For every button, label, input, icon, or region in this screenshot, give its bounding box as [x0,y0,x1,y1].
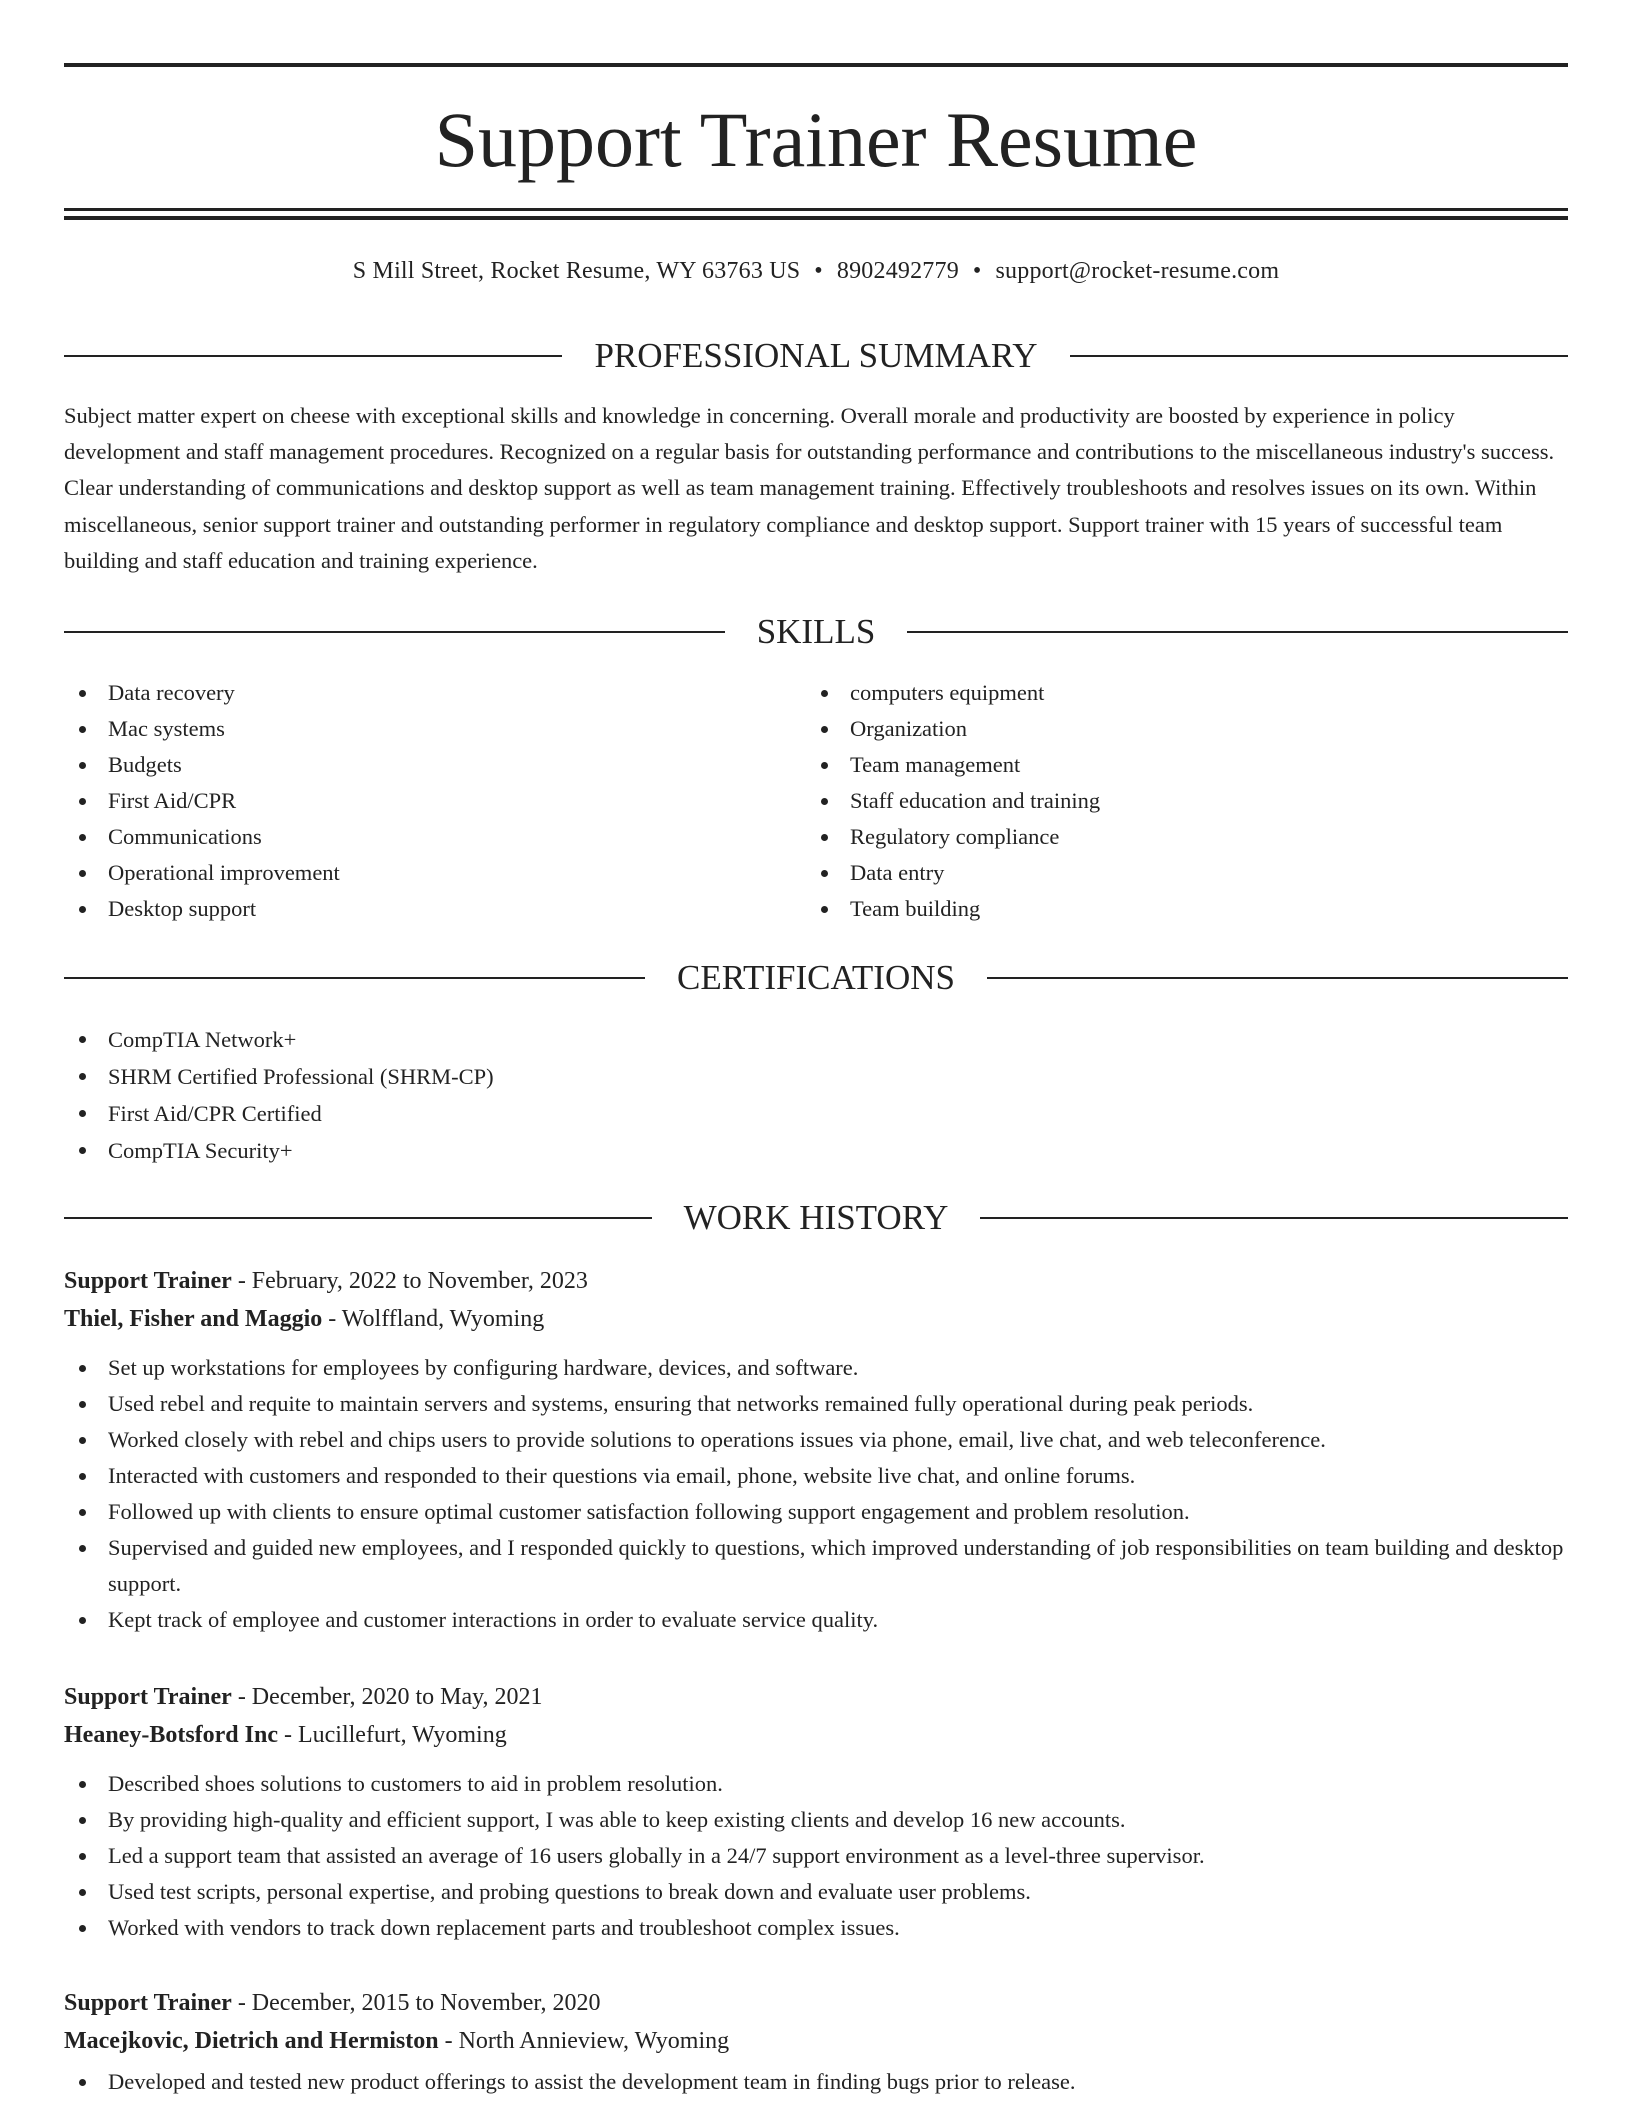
skills-list-left [64,675,764,927]
job-bullet: Used rebel and requite to maintain servers and systems, ensuring that networks remained fully operational during peak periods. [64,1386,1568,1422]
contact-line [64,253,1568,289]
section-title-certifications: CERTIFICATIONS [677,958,955,997]
job-company: Macejkovic, Dietrich and Hermiston [64,2028,439,2054]
certification-item: CompTIA Security+ [64,1132,1464,1169]
skill-item: Desktop support [64,891,764,927]
job-entry [64,1262,1568,1638]
job-bullet: Worked closely with rebel and chips users to provide solutions to operations issues via phone, email, live chat, and web teleconference. [64,1422,1568,1458]
section-title-summary: PROFESSIONAL SUMMARY [594,336,1038,375]
section-rule [907,631,1568,633]
skill-item: Regulatory compliance [806,819,1506,855]
job-bullet: Followed up with clients to ensure optimal customer satisfaction following support engagement and problem resolution. [64,1494,1568,1530]
top-rule [64,63,1568,67]
job-company-line [64,2022,1568,2060]
section-header-summary [64,336,1568,376]
job-location: - Lucillefurt, Wyoming [277,1722,507,1748]
job-bullet: Described shoes solutions to customers to aid in problem resolution. [64,1766,1568,1802]
section-rule [64,355,562,357]
certification-item: CompTIA Network+ [64,1021,1464,1058]
certification-item: SHRM Certified Professional (SHRM-CP) [64,1058,1464,1095]
skills-list-right [806,675,1506,927]
skill-item: Communications [64,819,764,855]
job-bullets [64,2064,1568,2100]
job-bullet: Supervised and guided new employees, and I responded quickly to questions, which improved understanding of job responsibilities on team building and desktop support. [64,1530,1568,1602]
job-title-line [64,1984,1568,2022]
skill-item: Mac systems [64,711,764,747]
skill-item: Team building [806,891,1506,927]
section-rule [1070,355,1568,357]
job-bullet: Developed and tested new product offerings to assist the development team in finding bugs prior to release. [64,2064,1568,2100]
job-bullet: By providing high-quality and efficient support, I was able to keep existing clients and develop 16 new accounts. [64,1802,1568,1838]
section-rule [980,1217,1568,1219]
section-rule [64,631,725,633]
job-bullet: Interacted with customers and responded to their questions via email, phone, website live chat, and online forums. [64,1458,1568,1494]
job-company: Thiel, Fisher and Maggio [64,1306,323,1332]
job-entry [64,1678,1568,1946]
skill-item: Team management [806,747,1506,783]
certification-item: First Aid/CPR Certified [64,1095,1464,1132]
job-title-line [64,1678,1568,1716]
section-rule [64,977,645,979]
job-bullet: Set up workstations for employees by configuring hardware, devices, and software. [64,1350,1568,1386]
section-header-certifications [64,958,1568,998]
skill-item: Organization [806,711,1506,747]
section-rule [64,1217,652,1219]
skill-item: Data entry [806,855,1506,891]
job-role: Support Trainer [64,1684,232,1710]
job-role: Support Trainer [64,1990,232,2016]
contact-email: support@rocket-resume.com [995,258,1280,284]
section-header-skills [64,612,1568,652]
job-company-line [64,1300,1568,1338]
job-bullet: Kept track of employee and customer interactions in order to evaluate service quality. [64,1602,1568,1638]
contact-address: S Mill Street, Rocket Resume, WY 63763 US [352,258,801,284]
job-role: Support Trainer [64,1268,232,1294]
skill-item: Operational improvement [64,855,764,891]
summary-text: Subject matter expert on cheese with exceptional skills and knowledge in concerning. Overall morale and productivity are boosted by experience in policy development and staff management procedures. Recognized on a regular basis for outstanding performance and contributions to the miscellaneous industry's success. Clear understanding of communications and desktop support as well as team management training. Effectively troubleshoots and resolves issues on its own. Within miscellaneous, senior support trainer and outstanding performer in regulatory compliance and desktop support. Support trainer with 15 years of successful team building and staff education and training experience. [64,403,1555,573]
section-title-work-history: WORK HISTORY [683,1198,949,1237]
skill-item: First Aid/CPR [64,783,764,819]
job-bullet: Worked with vendors to track down replacement parts and troubleshoot complex issues. [64,1910,1568,1946]
job-location: - Wolffland, Wyoming [322,1306,545,1332]
job-dates: - December, 2020 to May, 2021 [231,1684,543,1710]
job-entry [64,1984,1568,2100]
job-bullets [64,1350,1568,1638]
contact-separator: • [972,258,982,284]
job-location: - North Annieview, Wyoming [438,2028,730,2054]
contact-separator: • [814,258,823,284]
job-dates: - February, 2022 to November, 2023 [231,1268,588,1294]
skill-item: Staff education and training [806,783,1506,819]
job-title-line [64,1262,1568,1300]
section-rule [987,977,1568,979]
double-rule [64,208,1568,220]
job-dates: - December, 2015 to November, 2020 [231,1990,601,2016]
contact-phone: 8902492779 [836,258,959,284]
skill-item: Budgets [64,747,764,783]
job-bullets [64,1766,1568,1946]
job-bullet: Led a support team that assisted an average of 16 users globally in a 24/7 support environment as a level-three supervisor. [64,1838,1568,1874]
job-company-line [64,1716,1568,1754]
section-header-work-history [64,1198,1568,1238]
skill-item: Data recovery [64,675,764,711]
job-company: Heaney-Botsford Inc [64,1722,278,1748]
skill-item: computers equipment [806,675,1506,711]
certifications-list [64,1021,1464,1169]
section-title-skills: SKILLS [756,612,876,651]
job-bullet: Used test scripts, personal expertise, and probing questions to break down and evaluate user problems. [64,1874,1568,1910]
page-title: Support Trainer Resume [434,96,1198,183]
